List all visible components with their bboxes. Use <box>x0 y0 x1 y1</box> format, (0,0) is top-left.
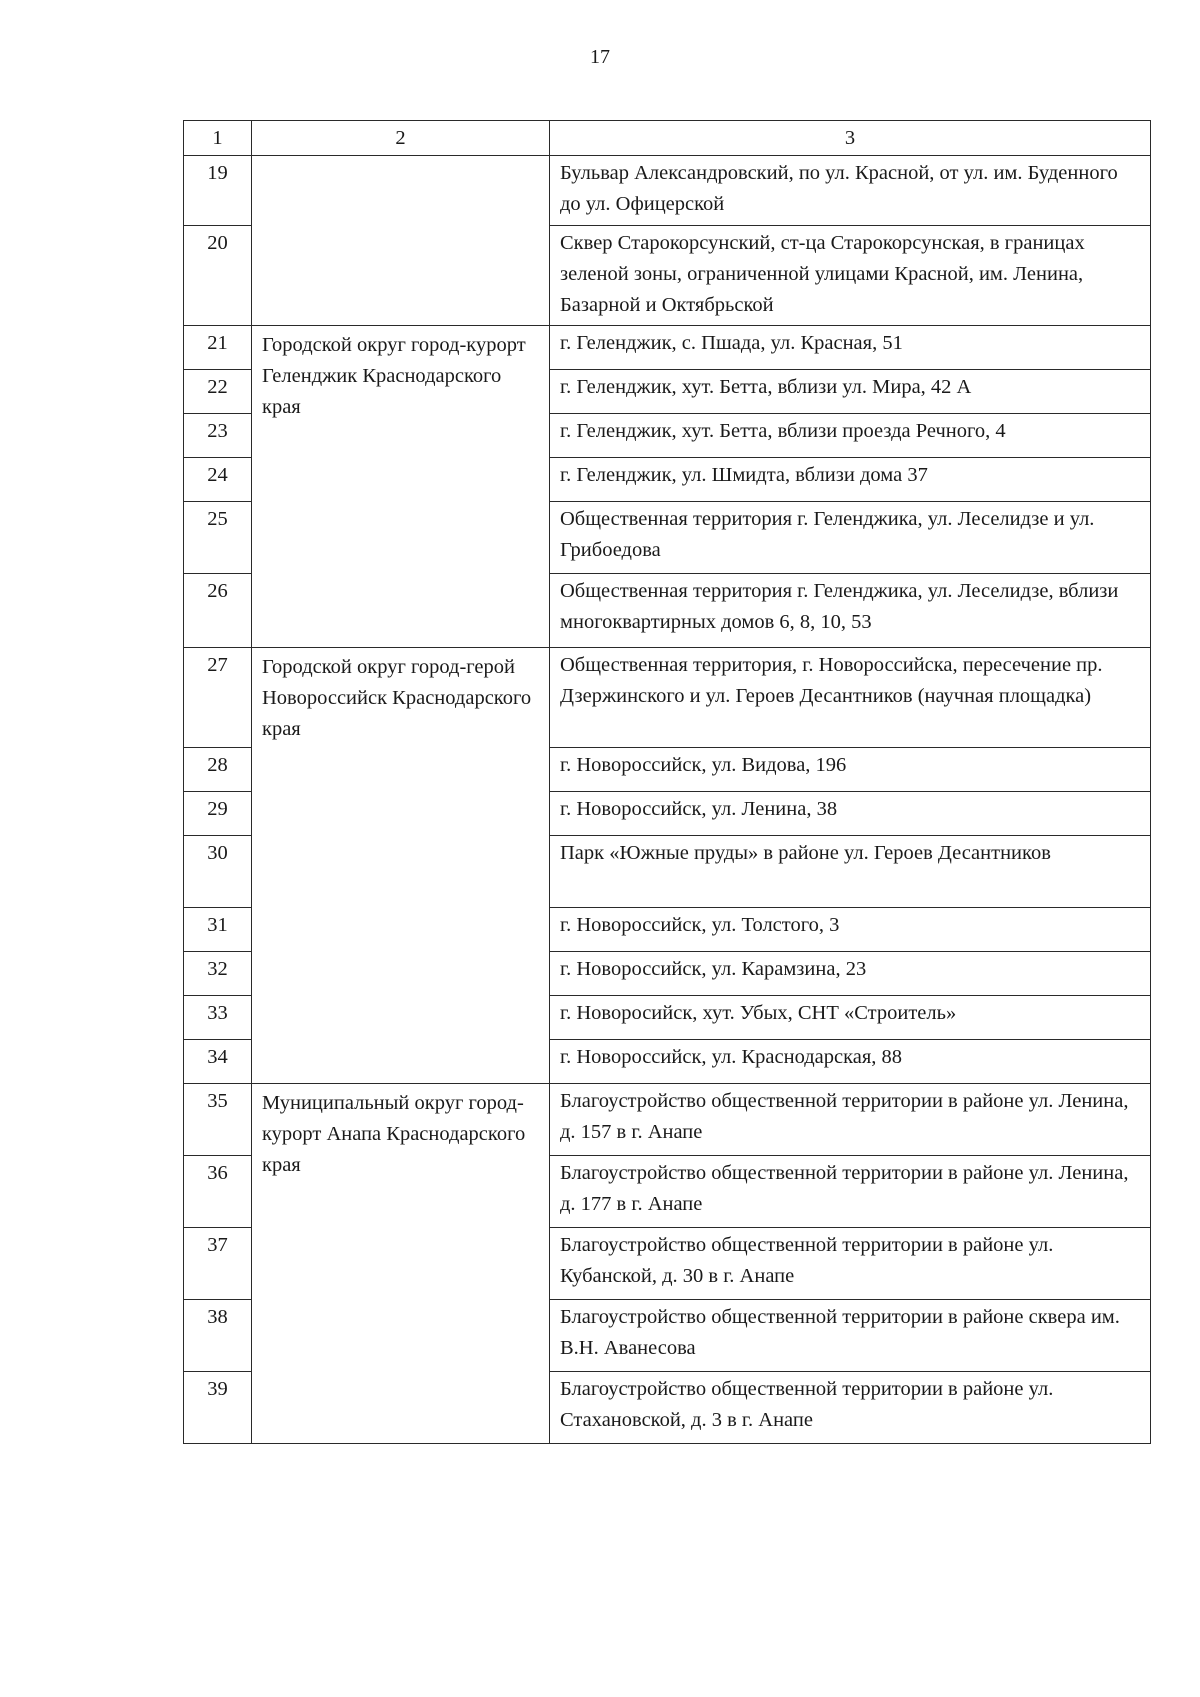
territory-cell: г. Геленджик, ул. Шмидта, вблизи дома 37 <box>550 458 1151 502</box>
territory-cell: г. Новоросийск, хут. Убых, СНТ «Строитель» <box>550 996 1151 1040</box>
row-number: 29 <box>184 792 252 836</box>
territory-cell: Общественная территория г. Геленджика, ул. Леселидзе, вблизи многоквартирных домов 6, 8, 10, 53 <box>550 574 1151 648</box>
municipality-cell: Муниципальный округ город-курорт Анапа Краснодарского края <box>252 1084 550 1444</box>
header-cell-1: 1 <box>184 121 252 156</box>
row-number: 21 <box>184 326 252 370</box>
row-number: 36 <box>184 1156 252 1228</box>
row-number: 39 <box>184 1372 252 1444</box>
municipality-cell: Городской округ город-курорт Геленджик Краснодарского края <box>252 326 550 648</box>
territory-cell: Благоустройство общественной территории в районе сквера им. В.Н. Аванесова <box>550 1300 1151 1372</box>
row-number: 19 <box>184 156 252 226</box>
table-row <box>184 156 1151 226</box>
row-number: 25 <box>184 502 252 574</box>
table-row <box>184 1084 1151 1156</box>
territory-cell: Общественная территория, г. Новороссийска, пересечение пр. Дзержинского и ул. Героев Десантников (научная площадка) <box>550 648 1151 748</box>
row-number: 30 <box>184 836 252 908</box>
row-number: 37 <box>184 1228 252 1300</box>
municipality-cell <box>252 156 550 326</box>
row-number: 24 <box>184 458 252 502</box>
page-number: 17 <box>590 46 610 68</box>
territory-cell: г. Новороссийск, ул. Краснодарская, 88 <box>550 1040 1151 1084</box>
territory-cell: Парк «Южные пруды» в районе ул. Героев Десантников <box>550 836 1151 908</box>
territory-cell: Благоустройство общественной территории в районе ул. Ленина, д. 177 в г. Анапе <box>550 1156 1151 1228</box>
row-number: 27 <box>184 648 252 748</box>
row-number: 20 <box>184 226 252 326</box>
territory-cell: Благоустройство общественной территории в районе ул. Ленина, д. 157 в г. Анапе <box>550 1084 1151 1156</box>
territory-cell: г. Новороссийск, ул. Видова, 196 <box>550 748 1151 792</box>
header-cell-2: 2 <box>252 121 550 156</box>
territory-cell: Общественная территория г. Геленджика, ул. Леселидзе и ул. Грибоедова <box>550 502 1151 574</box>
territory-cell: Благоустройство общественной территории в районе ул. Стахановской, д. 3 в г. Анапе <box>550 1372 1151 1444</box>
header-cell-3: 3 <box>550 121 1151 156</box>
territories-table <box>183 120 1151 1444</box>
territory-cell: г. Геленджик, с. Пшада, ул. Красная, 51 <box>550 326 1151 370</box>
row-number: 31 <box>184 908 252 952</box>
row-number: 34 <box>184 1040 252 1084</box>
territory-cell: г. Новороссийск, ул. Карамзина, 23 <box>550 952 1151 996</box>
row-number: 38 <box>184 1300 252 1372</box>
row-number: 33 <box>184 996 252 1040</box>
table-row <box>184 326 1151 370</box>
table-row <box>184 648 1151 748</box>
territory-cell: г. Новороссийск, ул. Толстого, 3 <box>550 908 1151 952</box>
territory-cell: Бульвар Александровский, по ул. Красной, от ул. им. Буденного до ул. Офицерской <box>550 156 1151 226</box>
row-number: 23 <box>184 414 252 458</box>
row-number: 32 <box>184 952 252 996</box>
territory-cell: г. Геленджик, хут. Бетта, вблизи проезда Речного, 4 <box>550 414 1151 458</box>
territory-cell: г. Новороссийск, ул. Ленина, 38 <box>550 792 1151 836</box>
row-number: 35 <box>184 1084 252 1156</box>
row-number: 22 <box>184 370 252 414</box>
municipality-cell: Городской округ город-герой Новороссийск Краснодарского края <box>252 648 550 1084</box>
territory-cell: Сквер Старокорсунский, ст-ца Старокорсунская, в границах зеленой зоны, ограниченной улицами Красной, им. Ленина, Базарной и Октябрьской <box>550 226 1151 326</box>
row-number: 26 <box>184 574 252 648</box>
table-header-row <box>184 121 1151 156</box>
row-number: 28 <box>184 748 252 792</box>
territory-cell: г. Геленджик, хут. Бетта, вблизи ул. Мира, 42 А <box>550 370 1151 414</box>
territory-cell: Благоустройство общественной территории в районе ул. Кубанской, д. 30 в г. Анапе <box>550 1228 1151 1300</box>
